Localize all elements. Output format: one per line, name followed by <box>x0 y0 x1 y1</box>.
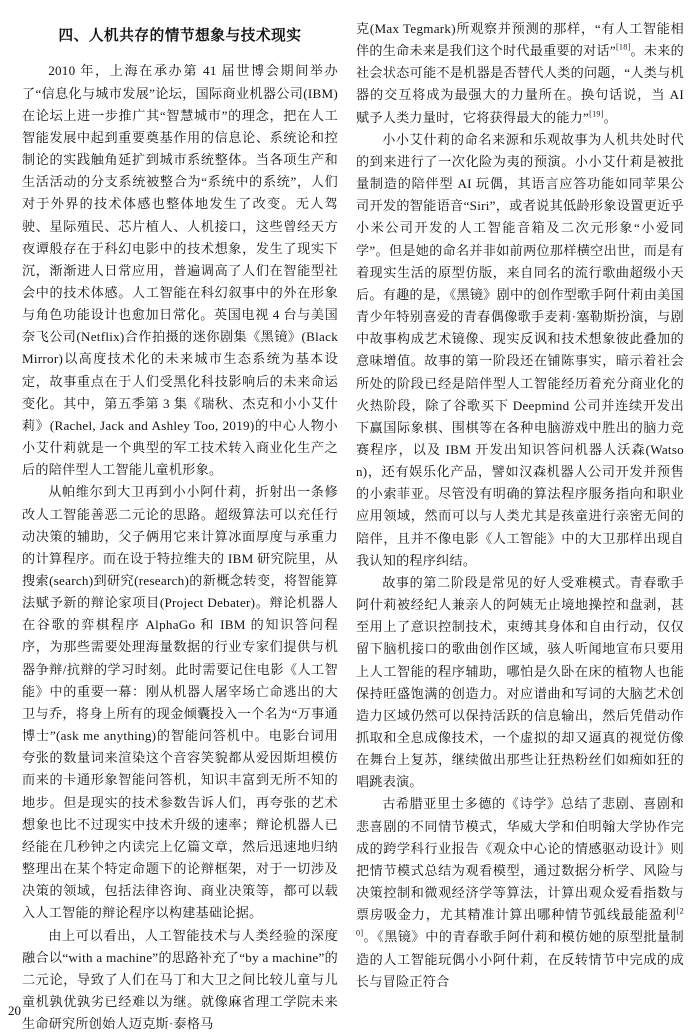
reference-marker: [19] <box>589 109 604 119</box>
page-number: 20 <box>8 1003 21 1018</box>
paragraph-text: 。未来的社会状态可能不是机器是否替代人类的问题，“人类与机器的交互将成为最强大的力量所在。换句话说，当 AI 赋予人类力量时，它将获得最大的能力” <box>356 43 684 125</box>
paragraph-text: 小小艾什莉的命名来源和乐观故事为人机共处时代的到来进行了一次化险为夷的预演。小小艾什莉是被批量制造的陪伴型 AI 玩偶，其语言应答功能如同苹果公司开发的智能语音“Siri”，或者说其低龄形象设置更近乎小米公司开发的人工智能音箱及二次元形象“小爱同学”。但是她的命名并非如前两位那样横空出世，而是有着现实生活的原型仿版，来自同名的流行歌曲超级小天后。有趣的是，《黑镜》剧中的创作型歌手阿什莉由美国青少年特别喜爱的青春偶像歌手麦莉·塞勒斯扮演，与剧中故事构成艺术镜像、现实反讽和技术想象彼此叠加的意味增值。故事的第一阶段还在铺陈事实，暗示着社会所处的阶段已经是陪伴型人工智能经历着充分商业化的火热阶段，除了谷歌买下 Deepmind 公司并连续开发出下赢国际象棋、围棋等在各种电脑游戏中胜出的脑力竞赛程序，以及 IBM 开发出知识答问机器人沃森(Watson)，还有娱乐化产品，譬如汉森机器人公司开发并预售的小索菲亚。尽管没有明确的算法程序服务指向和职业应用领域，然而可以与人类尤其是孩童进行亲密无间的陪伴，且并不像电影《人工智能》中的大卫那样出现自我认知的程序纠结。 <box>356 131 684 568</box>
paragraph <box>356 129 684 572</box>
section-heading: 四、人机共存的情节想象与技术现实 <box>58 28 302 44</box>
paragraph: 从帕维尔到大卫再到小小阿什莉，折射出一条修改人工智能善恶二元论的思路。超级算法可以充任行动决策的辅助，父子俩用它来计算冰面厚度与承重力的计算程序。而在设于特拉维夫的 IBM 研究院里，从搜索(search)到研究(research)的新概念转变，将智能算法赋予新的辩论家项目(Project Debater)。辩论机器人在谷歌的弈棋程序 AlphaGo 和 IBM 的知识答问程序，为那些需要处理海量数据的行业专家们提供与机器争辩/抗辩的学习时刻。此时需要记住电影《人工智能》中的重要一幕：刚从机器人屠宰场亡命逃出的大卫与乔，将身上所有的现金倾囊投入一个名为“万事通博士”(ask me anything)的智能问答机中。电影台词用夸张的数量词来渲染这个音容笑貌都从爱因斯坦模仿而来的卡通形象智能问答机，知识丰富到无所不知的地步。但是现实的技术参数告诉人们，再夸张的艺术想象也比不过现实中技术升级的速率；辩论机器人已经能在几秒钟之内读完上亿篇文章，然后迅速地归纳整理出在某个特定命题下的论辩框架，对于一切涉及决策的领域，包括法律咨询、商业决策等，都可以载入人工智能的辩论程序以构建基础论据。 <box>22 484 338 921</box>
paragraph <box>356 572 684 794</box>
paragraph-text: 。《黑镜》中的青春歌手阿什莉和模仿她的原型批量制造的人工智能玩偶小小阿什莉，在反转情节中完成的成长与冒险正符合 <box>356 929 684 989</box>
paragraph-text: 故事的第二阶段是常见的好人受难模式。青春歌手阿什莉被经纪人兼亲人的阿姨无止境地操控和盘剥，甚至用上了意识控制技术，束缚其身体和自由行动，仅仅留下脑机接口的歌曲创作区域，骇人听闻地宣布只要用上人工智能的程序辅助，哪怕是久卧在床的植物人也能保持旺盛饱满的创造力。对应谱曲和写词的大脑艺术创造力区域仍然可以保持活跃的信息输出，然后凭借动作抓取和全息成像技术，一个虚拟的却又逼真的视觉仿像在舞台上复苏，继续做出那些让狂热粉丝们如痴如狂的唱跳表演。 <box>356 574 684 790</box>
paragraph: 2010 年，上海在承办第 41 届世博会期间举办了“信息化与城市发展”论坛，国际商业机器公司(IBM)在论坛上进一步推广其“智慧城市”的理念，把在人工智能发展中起到重要奠基作用的信息论、系统论和控制论的实践触角延扩到城市系统整体。当各项生产和生活活动的分支系统被整合为“系统中的系统”，人们对于外界的技术体感也整体地发生了改变。无人驾驶、星际殖民、芯片植人、人机接口，这些曾经天方夜谭般存在于科幻电影中的技术想象，发生了现实下沉，渐渐进人日常应用，普遍调高了人们在智能型社会中的技术体感。人工智能在科幻叙事中的外在形象与角色功能设计也愈加日常化。英国电视 4 台与美国奈飞公司(Netflix)合作拍摄的迷你剧集《黑镜》(Black Mirror)以高度技术化的未来城市生态系统为基本设定，故事重点在于人们受黑化科技影响后的未来命运变化。其中，第五季第 3 集《瑞秋、杰克和小小艾什莉》(Rachel, Jack and Ashley Too, 2019)的中心人物小小艾什莉就是一个典型的军工技术转入商业化生产之后的陪伴型人工智能儿童机形象。 <box>22 63 338 478</box>
paragraph-text: 克(Max Tegmark)所观察并预测的那样，“有人工智能相伴的生命未来是我们这个时代最重要的对话” <box>356 21 684 59</box>
paragraph-text: 古希腊亚里士多德的《诗学》总结了悲剧、喜剧和悲喜剧的不同情节模式，华威大学和伯明翰大学协作完成的跨学科行业报告《观众中心论的情感驱动设计》则把情节模式总结为观看模型，通过数据分析学、风险与决策控制和微观经济学等算法，计算出观众爱看指数与票房吸金力，尤其精准计算出哪种情节弧线最能盈利 <box>356 796 684 923</box>
reference-marker: [18] <box>615 42 631 52</box>
paragraph-text: 。 <box>603 109 618 125</box>
paragraph <box>356 793 684 992</box>
paragraph: 由上可以看出，人工智能技术与人类经验的深度融合以“with a machine”的思路补充了“by a machine”的二元论，导致了人们在马丁和大卫之间比较儿童与儿童机孰优孰劣已经难以为继。就像麻省理工学院未来生命研究所创始人迈克斯·泰格马 <box>22 927 338 1032</box>
paragraph <box>356 18 684 129</box>
reference-marker: [20] <box>356 906 684 939</box>
right-column <box>350 0 700 993</box>
